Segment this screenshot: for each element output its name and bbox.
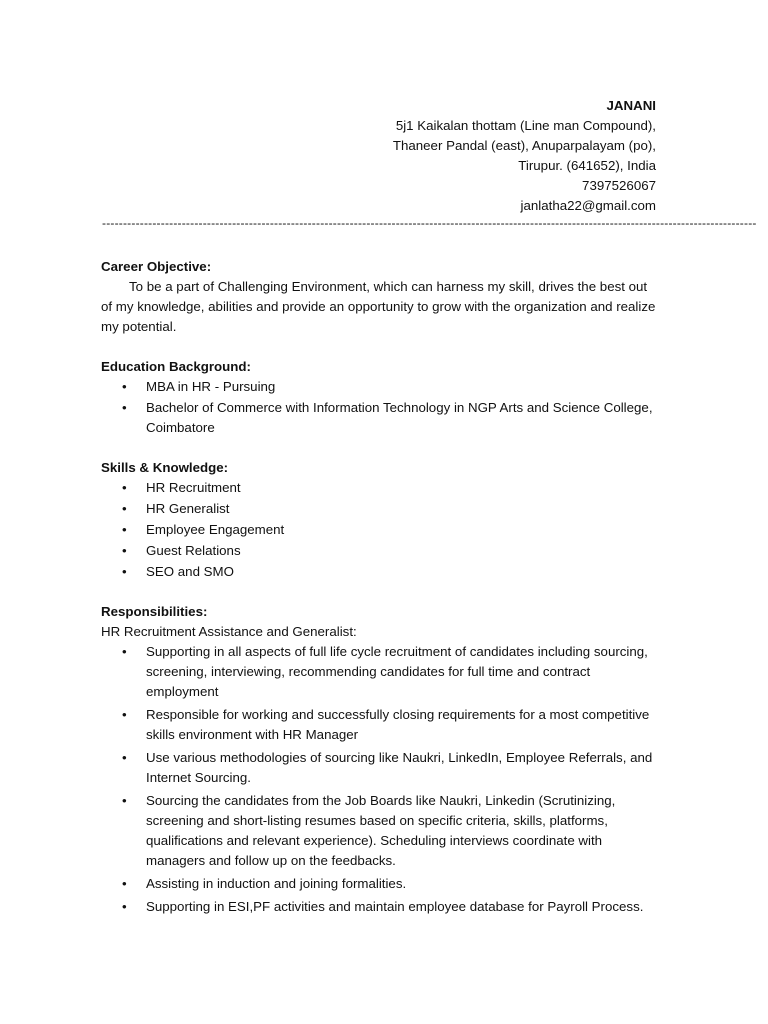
resume-body	[101, 257, 661, 937]
list-item	[101, 897, 661, 917]
list-item	[101, 541, 661, 561]
bullet-icon: •	[122, 564, 127, 579]
bullet-icon: •	[122, 379, 127, 394]
bullet-icon: •	[122, 793, 127, 808]
responsibility-item: Assisting in induction and joining formalities.	[146, 876, 407, 891]
list-item	[101, 398, 661, 438]
career-objective-section	[101, 257, 661, 337]
responsibility-item: Supporting in all aspects of full life cycle recruitment of candidates including sourcing, screening, interviewing, recommending candidates for full time and contract employment	[146, 644, 648, 699]
bullet-icon: •	[122, 501, 127, 516]
bullet-icon: •	[122, 707, 127, 722]
skill-item: SEO and SMO	[146, 564, 234, 579]
responsibility-item: Supporting in ESI,PF activities and maintain employee database for Payroll Process.	[146, 899, 644, 914]
bullet-icon: •	[122, 750, 127, 765]
bullet-icon: •	[122, 644, 127, 659]
responsibilities-title: Responsibilities:	[101, 604, 208, 619]
list-item	[101, 791, 661, 871]
skill-item: Employee Engagement	[146, 522, 285, 537]
career-objective-text: To be a part of Challenging Environment, which can harness my skill, drives the best out of my knowledge, abilities and provide an opportunity to grow with the organization and realize my potential.	[101, 279, 656, 334]
bullet-icon: •	[122, 543, 127, 558]
address-line-1: 5j1 Kaikalan thottam (Line man Compound),	[395, 118, 656, 133]
bullet-icon: •	[122, 480, 127, 495]
skill-item: Guest Relations	[146, 543, 241, 558]
email-address: janlatha22@gmail.com	[520, 198, 656, 213]
list-item	[101, 478, 661, 498]
bullet-icon: •	[122, 899, 127, 914]
responsibilities-section	[101, 602, 661, 917]
list-item	[101, 705, 661, 745]
contact-header	[393, 96, 656, 216]
address-line-3: Tirupur. (641652), India	[518, 158, 656, 173]
candidate-name: JANANI	[606, 98, 656, 113]
list-item	[101, 520, 661, 540]
responsibility-item: Use various methodologies of sourcing like Naukri, LinkedIn, Employee Referrals, and Internet Sourcing.	[146, 750, 653, 785]
education-list	[101, 377, 661, 438]
education-title: Education Background:	[101, 359, 251, 374]
bullet-icon: •	[122, 876, 127, 891]
list-item	[101, 562, 661, 582]
education-item: Bachelor of Commerce with Information Technology in NGP Arts and Science College, Coimbatore	[146, 400, 653, 435]
responsibilities-list	[101, 642, 661, 917]
address-line-2: Thaneer Pandal (east), Anuparpalayam (po),	[392, 138, 656, 153]
responsibility-item: Sourcing the candidates from the Job Boards like Naukri, Linkedin (Scrutinizing, screening and short-listing resumes based on specific criteria, skills, platforms, qualifications and relevant experience). Scheduling interviews coordinate with managers and follow up on the feedbacks.	[146, 793, 616, 868]
header-divider: ------------------------------------------------------------------------------------------------------------------------------------------------------------	[102, 216, 757, 230]
list-item	[101, 377, 661, 397]
responsibilities-subtitle: HR Recruitment Assistance and Generalist:	[101, 624, 357, 639]
skills-title: Skills & Knowledge:	[101, 460, 229, 475]
list-item	[101, 499, 661, 519]
list-item	[101, 748, 661, 788]
skills-list	[101, 478, 661, 582]
phone-number: 7397526067	[582, 178, 656, 193]
education-item: MBA in HR - Pursuing	[146, 379, 276, 394]
skills-section	[101, 458, 661, 582]
responsibility-item: Responsible for working and successfully closing requirements for a most competitive skills environment with HR Manager	[146, 707, 650, 742]
list-item	[101, 874, 661, 894]
career-objective-title: Career Objective:	[101, 259, 212, 274]
skill-item: HR Generalist	[146, 501, 230, 516]
skill-item: HR Recruitment	[146, 480, 241, 495]
bullet-icon: •	[122, 400, 127, 415]
education-section	[101, 357, 661, 438]
list-item	[101, 642, 661, 702]
bullet-icon: •	[122, 522, 127, 537]
